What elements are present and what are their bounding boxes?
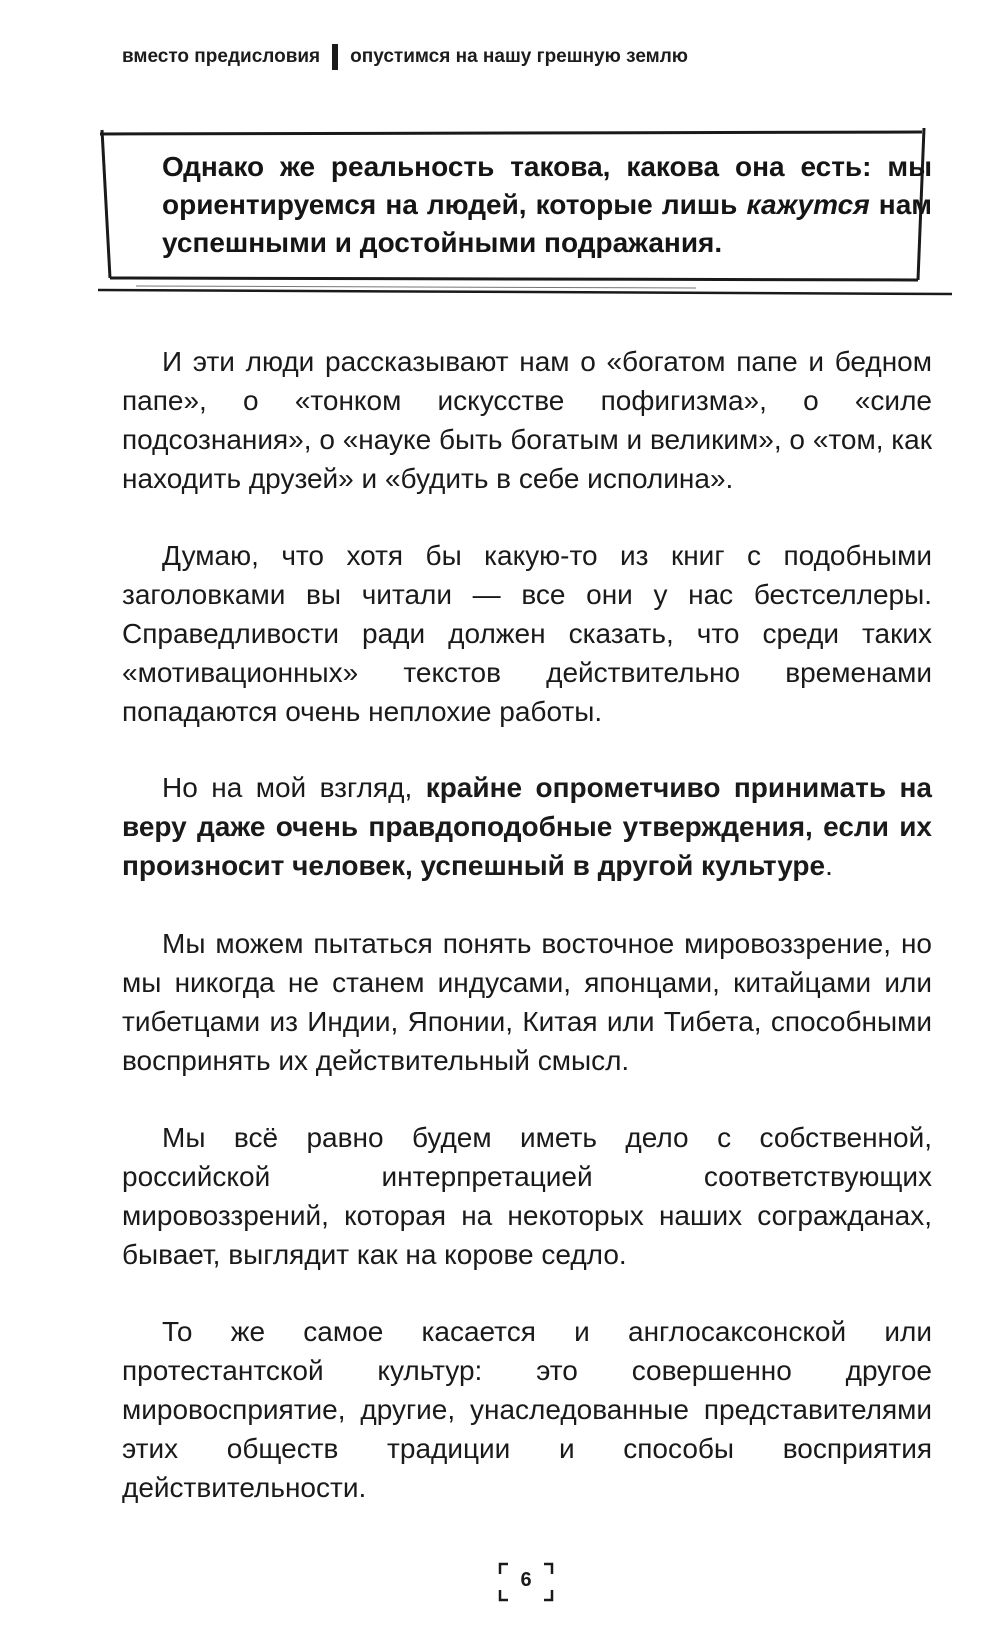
paragraph-4 (122, 924, 932, 1080)
paragraph-3 (122, 768, 932, 885)
paragraph-5 (122, 1118, 932, 1274)
callout-emphasis: кажутся (746, 189, 870, 220)
callout-part1: Однако же реальность такова, какова она есть: мы ориентируемся на людей, которые лишь (162, 151, 932, 220)
callout-box (96, 128, 954, 296)
paragraph-3-text (122, 768, 932, 885)
page-number (494, 1560, 558, 1604)
header-separator (332, 44, 338, 70)
running-header (122, 44, 688, 70)
paragraph-6 (122, 1312, 932, 1507)
paragraph-1 (122, 342, 932, 498)
paragraph-2 (122, 536, 932, 731)
paragraph-4-text: Мы можем пытаться понять восточное мировоззрение, но мы никогда не станем индусами, японцами, китайцами или тибетцами из Индии, Японии, Китая или Тибета, способными воспринять их действительный смысл. (122, 928, 932, 1076)
paragraph-2-text: Думаю, что хотя бы какую-то из книг с подобными заголовками вы читали — все они у нас бестселлеры. Справедливости ради должен сказать, что среди таких «мотивационных» текстов действительно временами попадаются очень неплохие работы. (122, 540, 932, 727)
paragraph-3-bold: крайне опрометчиво принимать на веру даже очень правдоподобные утверждения, если их произносит человек, успешный в другой культуре (122, 772, 932, 881)
page-number-value: 6 (520, 1569, 532, 1591)
paragraph-6-text: То же самое касается и англосаксонской или протестантской культур: это совершенно другое мировосприятие, другие, унаследованные представителями этих обществ традиции и способы восприятия действительности. (122, 1316, 932, 1503)
callout-part2: нам успешными и достойными подражания. (162, 189, 932, 258)
paragraph-3-end: . (825, 850, 833, 881)
header-section: вместо предисловия (122, 46, 321, 67)
paragraph-5-text: Мы всё равно будем иметь дело с собственной, российской интерпретацией соответствующих мировоззрений, которая на некоторых наших согражданах, бывает, выглядит как на корове седло. (122, 1122, 932, 1270)
paragraph-3-start: Но на мой взгляд, (162, 772, 426, 803)
header-chapter: опустимся на нашу грешную землю (350, 46, 688, 67)
paragraph-1-text: И эти люди рассказывают нам о «богатом папе и бедном папе», о «тонком искусстве пофигизма», о «силе подсознания», о «науке быть богатым и великим», о «том, как находить друзей» и «будить в себе исполина». (122, 346, 932, 494)
callout-text (162, 148, 932, 262)
